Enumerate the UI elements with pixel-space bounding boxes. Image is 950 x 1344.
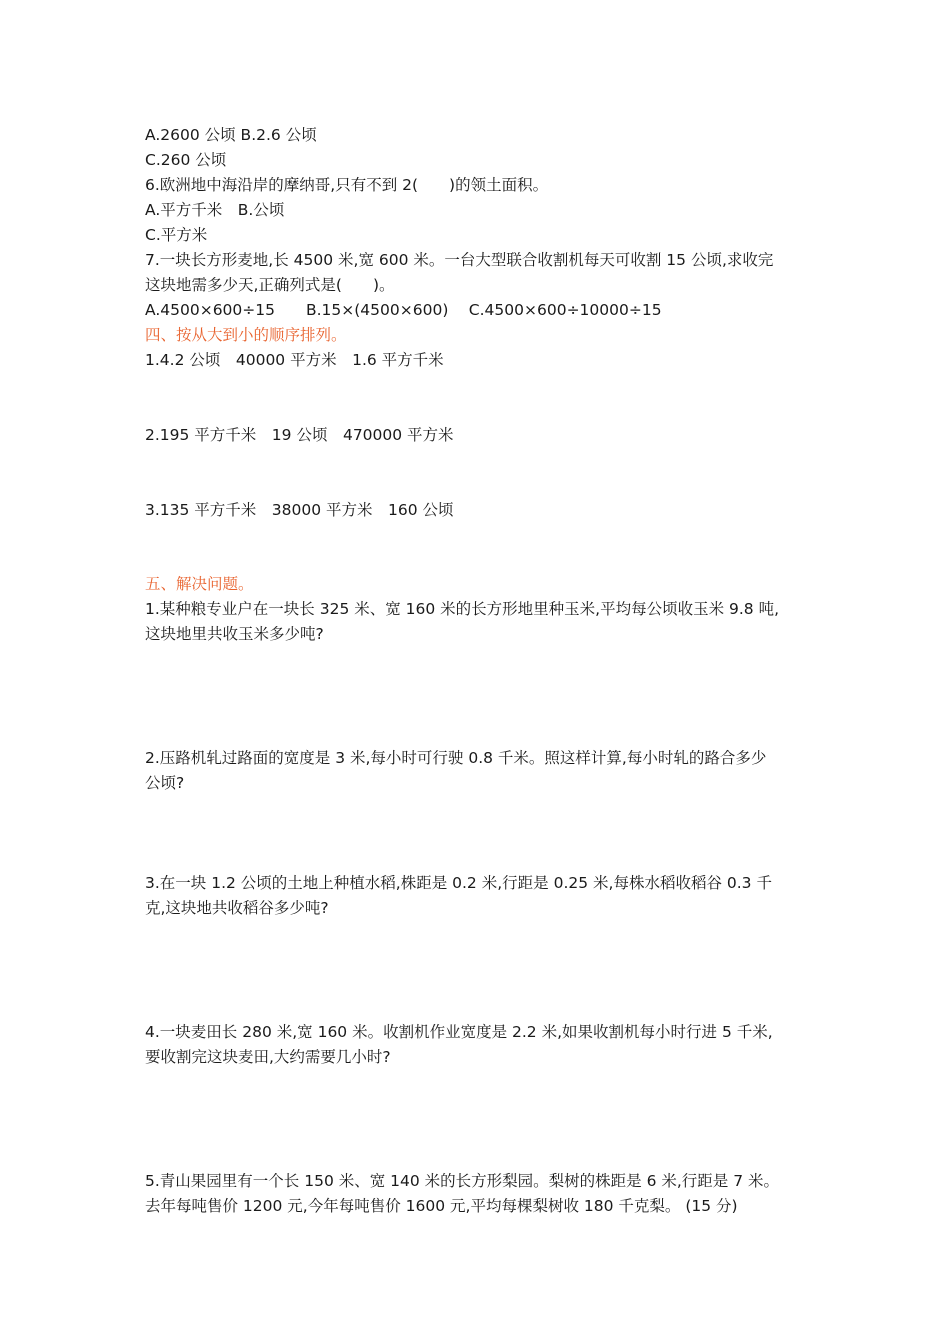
- q5-option-c: C.260 公顷: [145, 151, 227, 169]
- problem3-line1: 3.在一块 1.2 公顷的土地上种植水稻,株距是 0.2 米,行距是 0.25 米,每株水稻收稻谷 0.3 千: [145, 874, 772, 892]
- problem4-line2: 要收割完这块麦田,大约需要几小时?: [145, 1048, 391, 1066]
- q6-option-c: C.平方米: [145, 226, 208, 244]
- problem1-line1: 1.某种粮专业户在一块长 325 米、宽 160 米的长方形地里种玉米,平均每公顷收玉米 9.8 吨,: [145, 600, 780, 618]
- problem1-line2: 这块地里共收玉米多少吨?: [145, 625, 324, 643]
- problem3-line2: 克,这块地共收稻谷多少吨?: [145, 899, 329, 917]
- problem4-line1: 4.一块麦田长 280 米,宽 160 米。收割机作业宽度是 2.2 米,如果收割机每小时行进 5 千米,: [145, 1023, 773, 1041]
- q7-stem-line1: 7.一块长方形麦地,长 4500 米,宽 600 米。一台大型联合收割机每天可收割 15 公顷,求收完: [145, 251, 774, 269]
- problem2-line1: 2.压路机轧过路面的宽度是 3 米,每小时可行驶 0.8 千米。照这样计算,每小时轧的路合多少: [145, 749, 767, 767]
- s4-item-2: 2.195 平方千米 19 公顷 470000 平方米: [145, 426, 454, 444]
- section5-title: 五、解决问题。: [145, 575, 254, 593]
- problem5-line1: 5.青山果园里有一个长 150 米、宽 140 米的长方形梨园。梨树的株距是 6 米,行距是 7 米。: [145, 1172, 780, 1190]
- q7-stem-line2: 这块地需多少天,正确列式是( )。: [145, 276, 395, 294]
- q6-stem: 6.欧洲地中海沿岸的摩纳哥,只有不到 2( )的领土面积。: [145, 176, 549, 194]
- section4-title: 四、按从大到小的顺序排列。: [145, 326, 347, 344]
- s4-item-3: 3.135 平方千米 38000 平方米 160 公顷: [145, 501, 454, 519]
- q7-options: A.4500×600÷15 B.15×(4500×600) C.4500×600÷10000÷15: [145, 301, 662, 319]
- s4-item-1: 1.4.2 公顷 40000 平方米 1.6 平方千米: [145, 351, 444, 369]
- problem5-line2: 去年每吨售价 1200 元,今年每吨售价 1600 元,平均每棵梨树收 180 千克梨。 (15 分): [145, 1197, 738, 1215]
- q5-options-ab: A.2600 公顷 B.2.6 公顷: [145, 126, 317, 144]
- problem2-line2: 公顷?: [145, 774, 185, 792]
- q6-options-ab: A.平方千米 B.公顷: [145, 201, 285, 219]
